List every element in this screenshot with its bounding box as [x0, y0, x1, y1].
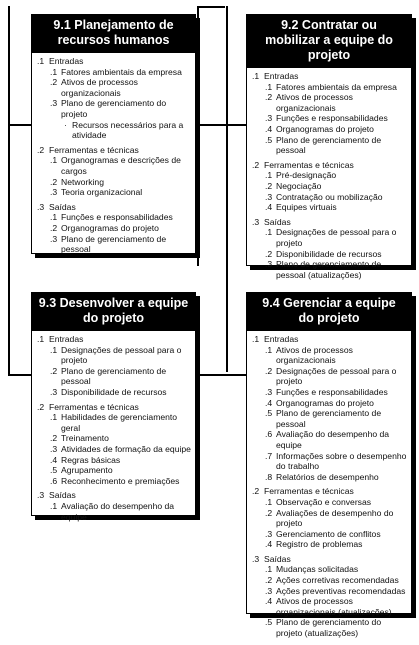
- list-item: [252, 529, 407, 540]
- list-item: [37, 223, 191, 234]
- list-item: [37, 433, 191, 444]
- list-item: [252, 249, 407, 260]
- item-number: .2: [50, 176, 58, 187]
- item-number: .5: [265, 408, 273, 419]
- item-number: .2: [265, 365, 273, 376]
- section-title: Ferramentas e técnicas: [264, 486, 354, 497]
- section-heading: [37, 202, 191, 213]
- item-number: .5: [50, 465, 58, 476]
- item-text: Organogramas do projeto: [276, 123, 374, 134]
- item-text: Plano de gerenciamento de pessoal (atualizações): [276, 259, 382, 280]
- item-text: Equipes virtuais: [276, 202, 337, 213]
- item-number: .1: [50, 344, 58, 355]
- item-number: .5: [265, 134, 273, 145]
- item-text: Ativos de processos organizacionais: [61, 77, 138, 98]
- item-number: .8: [265, 471, 273, 482]
- section-number: .3: [252, 216, 260, 227]
- item-text: Avaliações de desempenho do projeto: [276, 507, 394, 529]
- section-title: Saídas: [49, 201, 76, 212]
- section-title: Saídas: [264, 553, 291, 564]
- list-item: [252, 539, 407, 550]
- list-item: [252, 181, 407, 192]
- sub-item: [37, 120, 191, 141]
- item-text: Informações sobre o desempenho do trabalho: [276, 450, 407, 472]
- item-text: Ações corretivas recomendadas: [276, 575, 399, 586]
- list-item: [37, 212, 191, 223]
- list-item: [37, 98, 191, 119]
- section: [37, 145, 191, 198]
- item-number: .4: [265, 397, 273, 408]
- sub-item-text: Recursos necessários para a atividade: [72, 119, 184, 141]
- item-text: Reconhecimento e premiações: [61, 475, 180, 486]
- section-title: Ferramentas e técnicas: [264, 159, 354, 170]
- item-number: .3: [50, 386, 58, 397]
- item-number: .2: [50, 365, 58, 376]
- list-item: [37, 77, 191, 98]
- section-number: .1: [252, 71, 260, 81]
- item-text: Organogramas do projeto: [276, 397, 374, 408]
- item-number: .3: [50, 443, 58, 454]
- section-title: Entradas: [49, 56, 84, 66]
- item-number: .1: [265, 81, 273, 92]
- list-item: [252, 508, 407, 529]
- item-text: Avaliação do desempenho da equipe: [276, 429, 390, 450]
- item-text: Designações de pessoal para o projeto: [276, 227, 397, 248]
- section-number: .2: [37, 401, 45, 412]
- connector-line: [8, 6, 10, 376]
- list-item: [37, 465, 191, 476]
- box-title: 9.4 Gerenciar a equipe do projeto: [247, 293, 411, 331]
- item-number: .3: [265, 585, 273, 596]
- item-text: Plano de gerenciamento de pessoal: [61, 233, 167, 255]
- section-title: Saídas: [264, 216, 291, 227]
- list-item: [252, 617, 407, 638]
- list-item: [252, 596, 407, 617]
- item-number: .3: [265, 191, 273, 202]
- item-text: Funções e responsabilidades: [61, 212, 173, 223]
- item-number: .2: [50, 222, 58, 233]
- item-text: Registro de problemas: [276, 539, 363, 550]
- section-number: .3: [37, 490, 45, 501]
- section: [252, 217, 407, 281]
- section-heading: [37, 145, 191, 156]
- list-item: [252, 259, 407, 280]
- item-text: Agrupamento: [61, 465, 113, 476]
- list-item: [252, 113, 407, 124]
- item-number: .1: [265, 344, 273, 355]
- item-number: .2: [265, 180, 273, 191]
- item-text: Pré-designação: [276, 170, 337, 181]
- box-body: [32, 53, 195, 261]
- item-text: Fatores ambientais da empresa: [61, 66, 182, 77]
- item-number: .6: [50, 475, 58, 486]
- item-text: Organogramas do projeto: [61, 222, 159, 233]
- item-text: Plano de gerenciamento de pessoal: [61, 365, 167, 387]
- list-item: [37, 444, 191, 455]
- process-box-9-4: [246, 292, 412, 639]
- item-text: Funções e responsabilidades: [276, 113, 388, 124]
- item-text: Ativos de processos organizacionais: [276, 92, 353, 113]
- item-number: .3: [50, 233, 58, 244]
- list-item: [252, 564, 407, 575]
- item-number: .3: [265, 259, 273, 270]
- process-box-9-2: [246, 14, 412, 280]
- section-number: .1: [252, 334, 260, 344]
- item-text: Habilidades de gerenciamento geral: [61, 412, 178, 433]
- item-number: .1: [50, 212, 58, 223]
- list-item: [252, 202, 407, 213]
- item-text: Designações de pessoal para o projeto: [276, 365, 397, 387]
- section-number: .2: [252, 486, 260, 497]
- item-text: Avaliação do desempenho da equipe: [61, 500, 175, 522]
- section-heading: [37, 56, 191, 67]
- item-text: Fatores ambientais da empresa: [276, 81, 397, 92]
- list-item: [252, 472, 407, 483]
- list-item: [252, 387, 407, 398]
- item-text: Funções e responsabilidades: [276, 386, 388, 397]
- list-item: [252, 124, 407, 135]
- section-number: .3: [37, 201, 45, 212]
- item-text: Negociação: [276, 180, 322, 191]
- list-item: [252, 398, 407, 409]
- list-item: [37, 412, 191, 433]
- section-number: .1: [37, 334, 45, 344]
- list-item: [252, 575, 407, 586]
- item-text: Disponibilidade de recursos: [61, 386, 167, 397]
- item-number: .4: [265, 202, 273, 213]
- connector-line: [197, 6, 225, 8]
- section-heading: [252, 486, 407, 497]
- item-text: Disponibilidade de recursos: [276, 248, 382, 259]
- item-text: Observação e conversas: [276, 496, 372, 507]
- item-text: Plano de gerenciamento de pessoal: [276, 408, 382, 429]
- item-number: .4: [265, 596, 273, 607]
- list-item: [37, 387, 191, 398]
- item-number: .1: [50, 155, 58, 166]
- box-title: 9.1 Planejamento de recursos humanos: [32, 15, 195, 53]
- section: [37, 202, 191, 255]
- item-text: Gerenciamento de conflitos: [276, 528, 381, 539]
- item-number: .3: [50, 187, 58, 198]
- item-number: .2: [50, 433, 58, 444]
- section-title: Entradas: [264, 71, 299, 81]
- item-number: .4: [265, 123, 273, 134]
- section: [37, 490, 191, 522]
- section-title: Ferramentas e técnicas: [49, 401, 139, 412]
- section: [252, 334, 407, 482]
- process-box-9-1: [31, 14, 196, 254]
- box-body: [247, 331, 411, 645]
- section: [37, 334, 191, 398]
- list-item: [252, 92, 407, 113]
- list-item: [252, 192, 407, 203]
- section: [37, 402, 191, 487]
- list-item: [252, 345, 407, 366]
- item-text: Organogramas e descrições de cargos: [61, 155, 181, 176]
- item-number: .7: [265, 450, 273, 461]
- list-item: [252, 170, 407, 181]
- section-heading: [252, 334, 407, 345]
- item-text: Contratação ou mobilização: [276, 191, 383, 202]
- item-text: Plano de gerenciamento do projeto: [61, 98, 167, 119]
- item-number: .3: [265, 113, 273, 124]
- item-number: .4: [50, 454, 58, 465]
- item-text: Ações preventivas recomendadas: [276, 585, 406, 596]
- item-text: Networking: [61, 176, 104, 187]
- box-body: [247, 68, 411, 286]
- list-item: [252, 451, 407, 472]
- box-body: [32, 331, 195, 528]
- item-text: Relatórios de desempenho: [276, 471, 379, 482]
- item-text: Designações de pessoal para o projeto: [61, 344, 182, 366]
- section-number: .2: [37, 144, 45, 155]
- list-item: [37, 234, 191, 255]
- item-number: .2: [50, 77, 58, 88]
- item-text: Ativos de processos organizacionais (atualizações): [276, 596, 392, 617]
- item-number: .1: [265, 227, 273, 238]
- box-title: 9.3 Desenvolver a equipe do projeto: [32, 293, 195, 331]
- list-item: [252, 227, 407, 248]
- list-item: [252, 429, 407, 450]
- list-item: [252, 586, 407, 597]
- item-text: Teoria organizacional: [61, 187, 143, 198]
- section: [252, 486, 407, 550]
- item-number: .1: [265, 564, 273, 575]
- connector-line: [8, 124, 32, 126]
- item-text: Regras básicas: [61, 454, 121, 465]
- item-text: Atividades de formação da equipe: [61, 443, 191, 454]
- section-heading: [252, 71, 407, 82]
- section-number: .1: [37, 56, 45, 66]
- item-number: .1: [265, 496, 273, 507]
- section: [252, 71, 407, 156]
- list-item: [37, 476, 191, 487]
- item-number: .3: [265, 386, 273, 397]
- list-item: [37, 155, 191, 176]
- list-item: [252, 135, 407, 156]
- item-number: .1: [50, 412, 58, 423]
- item-text: Ativos de processos organizacionais: [276, 344, 353, 366]
- item-number: .6: [265, 429, 273, 440]
- section-number: .3: [252, 553, 260, 564]
- section-heading: [252, 160, 407, 171]
- list-item: [37, 345, 191, 366]
- list-item: [37, 177, 191, 188]
- item-text: Plano de gerenciamento de pessoal: [276, 134, 382, 156]
- item-text: Mudanças solicitadas: [276, 564, 359, 575]
- list-item: [37, 187, 191, 198]
- section-heading: [37, 334, 191, 345]
- item-number: .1: [50, 66, 58, 77]
- section-title: Saídas: [49, 490, 76, 501]
- item-number: .5: [265, 617, 273, 628]
- list-item: [252, 497, 407, 508]
- item-number: .1: [50, 500, 58, 511]
- section: [37, 56, 191, 141]
- list-item: [37, 501, 191, 522]
- item-number: .2: [265, 507, 273, 518]
- item-text: Treinamento: [61, 433, 109, 444]
- list-item: [252, 408, 407, 429]
- list-item: [252, 82, 407, 93]
- bullet-icon: ·: [64, 119, 67, 130]
- item-number: .2: [265, 92, 273, 103]
- list-item: [37, 366, 191, 387]
- section-title: Ferramentas e técnicas: [49, 144, 139, 155]
- connector-line: [226, 6, 228, 372]
- section-heading: [37, 490, 191, 501]
- list-item: [252, 366, 407, 387]
- section-title: Entradas: [49, 334, 84, 344]
- section-heading: [37, 402, 191, 413]
- list-item: [37, 67, 191, 78]
- item-text: Plano de gerenciamento do projeto (atualizações): [276, 617, 382, 639]
- section-heading: [252, 217, 407, 228]
- item-number: .4: [265, 539, 273, 550]
- list-item: [37, 455, 191, 466]
- item-number: .1: [265, 170, 273, 181]
- box-title: 9.2 Contratar ou mobilizar a equipe do projeto: [247, 15, 411, 68]
- item-number: .3: [265, 528, 273, 539]
- section-heading: [252, 554, 407, 565]
- section: [252, 160, 407, 213]
- section-number: .2: [252, 159, 260, 170]
- section-title: Entradas: [264, 334, 299, 344]
- connector-line: [197, 6, 199, 266]
- item-number: .2: [265, 248, 273, 259]
- process-box-9-3: [31, 292, 196, 522]
- item-number: .2: [265, 575, 273, 586]
- section: [252, 554, 407, 639]
- item-number: .3: [50, 98, 58, 109]
- connector-line: [197, 124, 247, 126]
